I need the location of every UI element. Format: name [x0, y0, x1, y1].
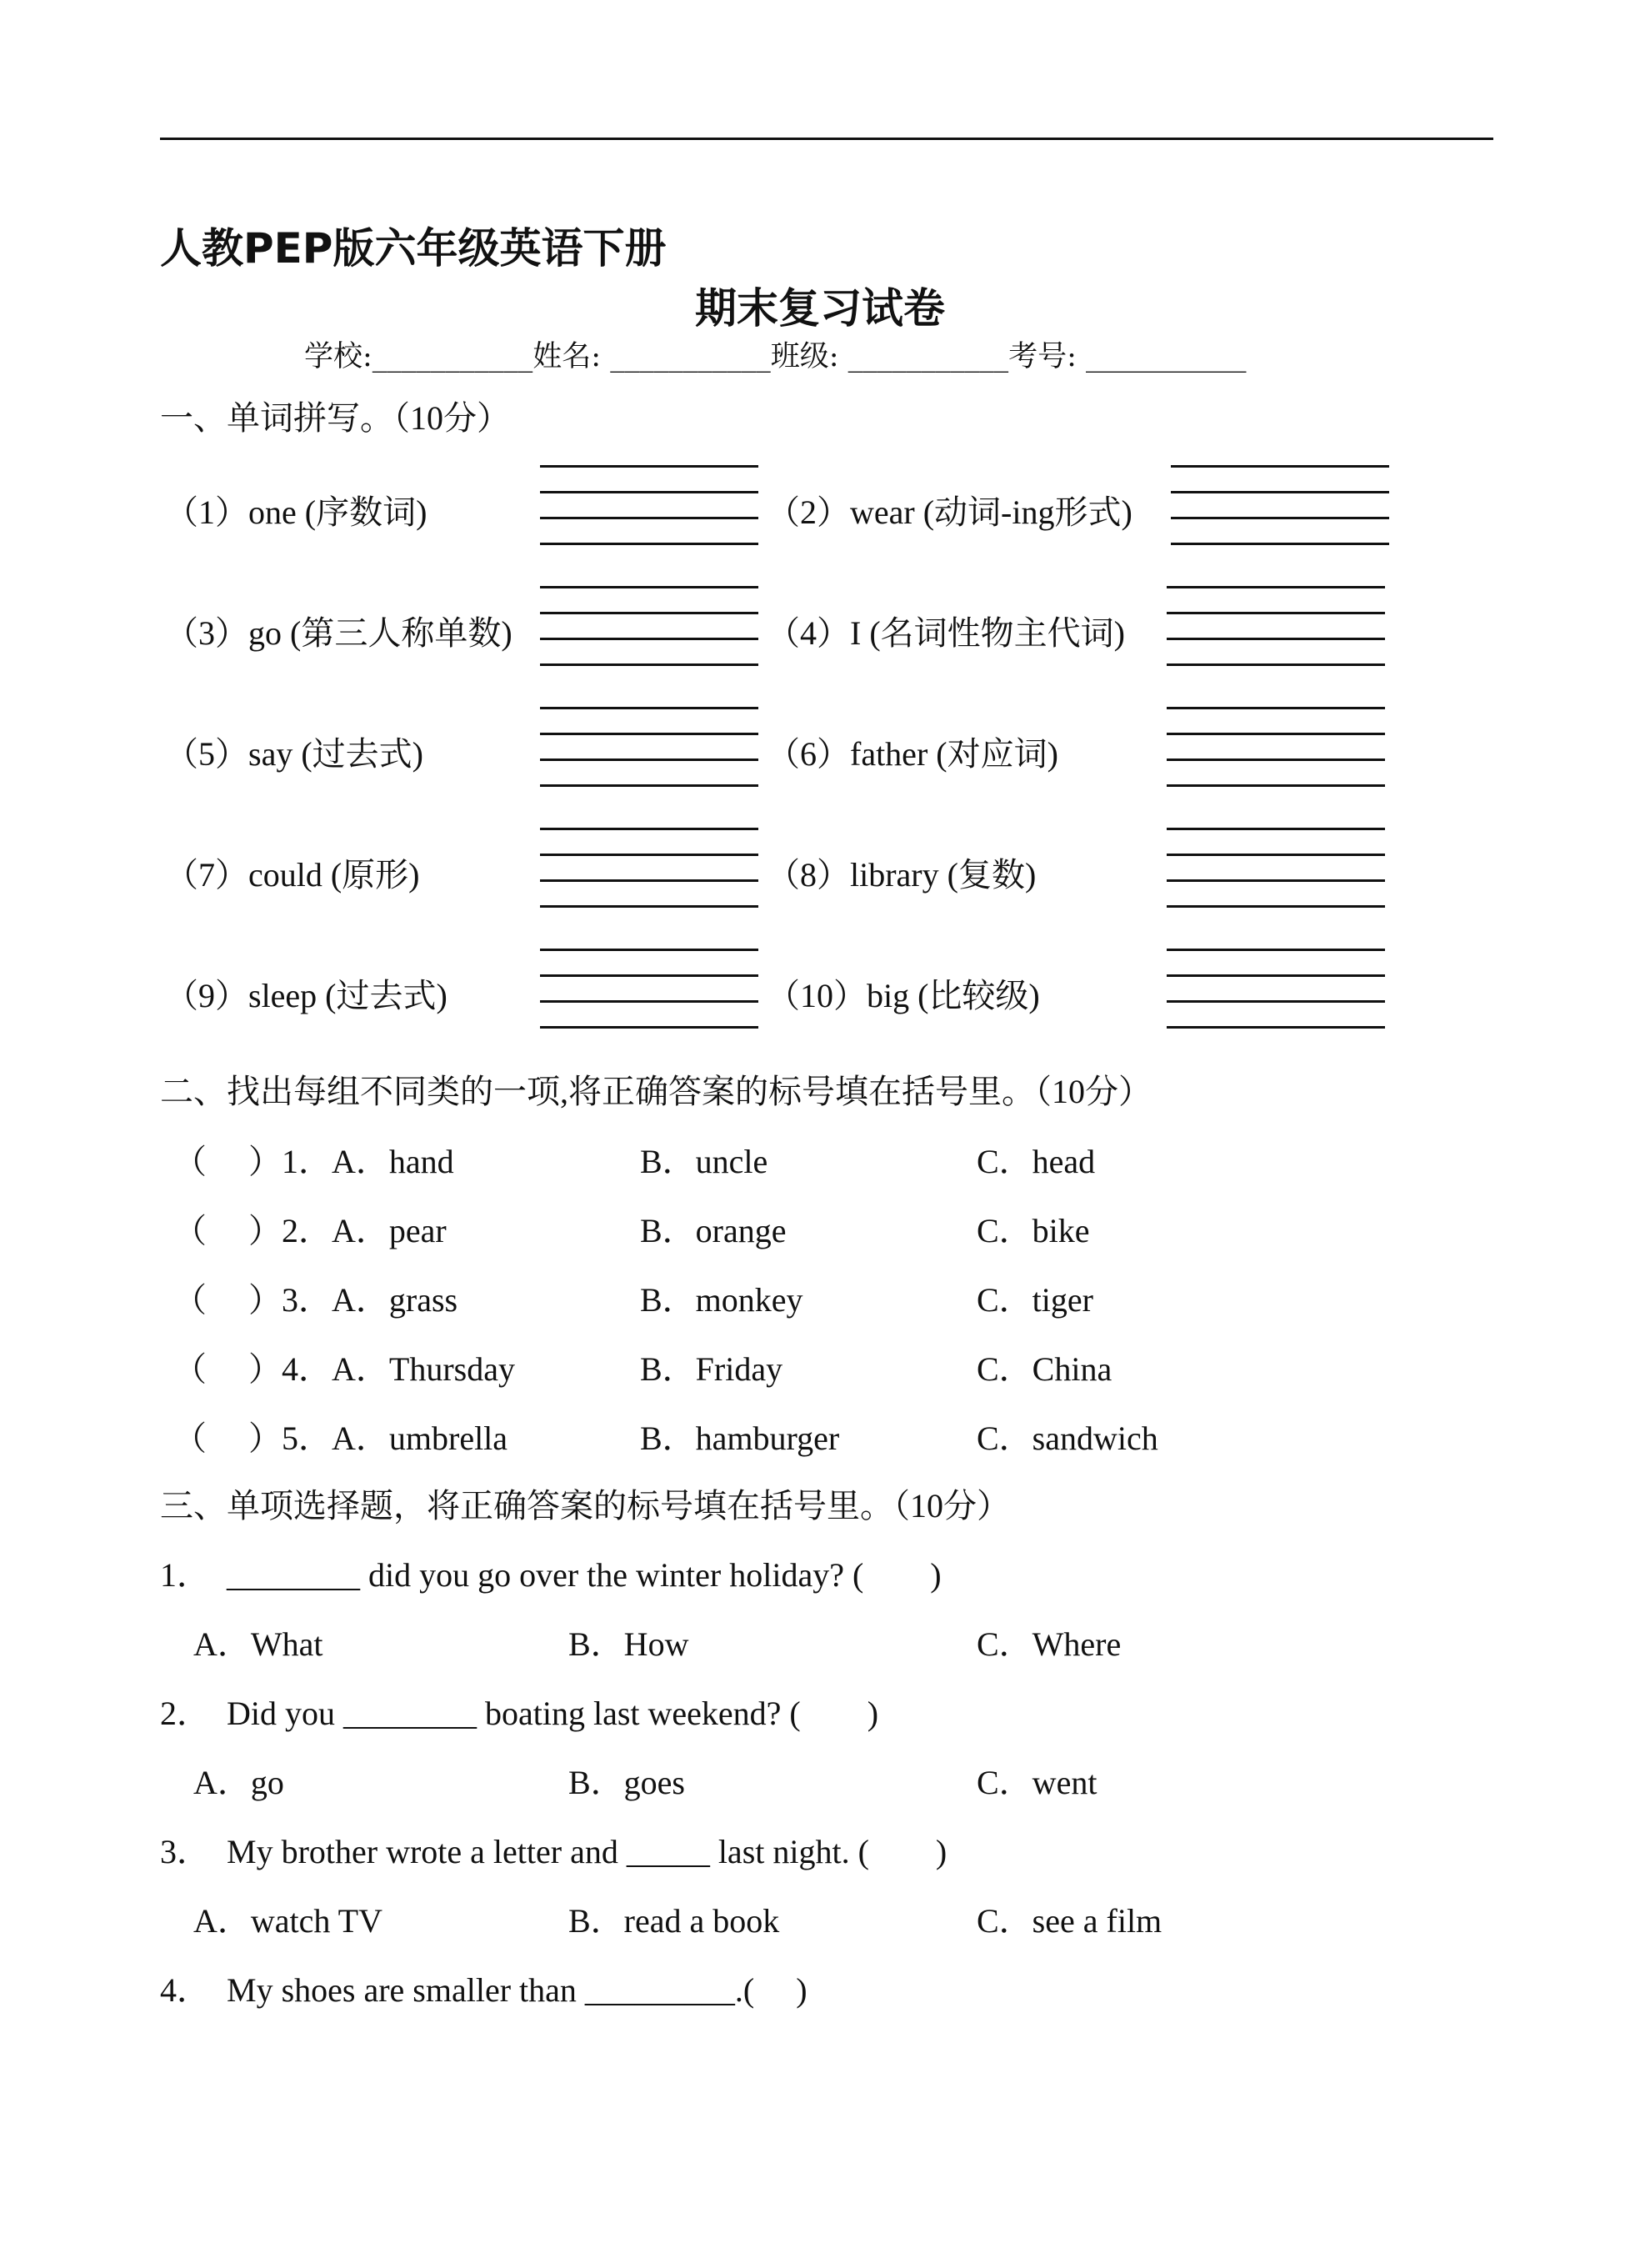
s3-q3-option-a: A．watch TV	[193, 1902, 382, 1940]
vocab-item-4: （4）I (名词性物主代词)	[767, 614, 1125, 652]
s3-q1-option-b: B．How	[568, 1625, 689, 1663]
vocab-item-5: （5）say (过去式)	[165, 735, 423, 773]
section2-heading: 二、找出每组不同类的一项,将正确答案的标号填在括号里。（10分）	[160, 1073, 1152, 1110]
s2-row1-option-b: B．uncle	[640, 1143, 768, 1180]
s2-row5-option-c: C．sandwich	[977, 1419, 1158, 1457]
student-info-line: 学校:___________姓名: ___________班级: ___________考号: ___________	[304, 340, 1247, 373]
s2-row5-option-b: B．hamburger	[640, 1419, 840, 1457]
s2-row3-option-b: B．monkey	[640, 1281, 803, 1319]
s3-q3-option-c: C．see a film	[977, 1902, 1162, 1940]
section1-heading: 一、单词拼写。（10分）	[160, 399, 510, 437]
s3-q3-stem: 3． My brother wrote a letter and _____ last night. ( )	[160, 1833, 948, 1870]
answer-lines-4	[1167, 586, 1385, 668]
section3-heading: 三、单项选择题，将正确答案的标号填在括号里。（10分）	[160, 1487, 1010, 1525]
vocab-item-2: （2）wear (动词-ing形式)	[767, 493, 1132, 531]
vocab-item-6: （6）father (对应词)	[767, 735, 1058, 773]
answer-lines-2	[1171, 465, 1389, 547]
vocab-item-9: （9）sleep (过去式)	[165, 977, 448, 1014]
s2-row1-option-c: C．head	[977, 1143, 1096, 1180]
s2-row5-stem: （ ）5．A．umbrella	[173, 1419, 508, 1457]
s3-q1-option-a: A．What	[193, 1625, 323, 1663]
vocab-item-10: （10）big (比较级)	[767, 977, 1040, 1014]
s2-row2-option-c: C．bike	[977, 1212, 1090, 1249]
answer-lines-8	[1167, 828, 1385, 909]
s3-q1-option-c: C．Where	[977, 1625, 1122, 1663]
title-line-1: 人教PEP版六年级英语下册	[160, 224, 667, 273]
vocab-item-7: （7）could (原形)	[165, 856, 420, 894]
s2-row4-option-b: B．Friday	[640, 1350, 783, 1388]
s2-row4-option-c: C．China	[977, 1350, 1112, 1388]
s3-q1-stem: 1． ________ did you go over the winter holiday? ( )	[160, 1556, 942, 1594]
s2-row3-stem: （ ）3．A．grass	[173, 1281, 458, 1319]
title-line-2: 期末复习试卷	[695, 284, 945, 333]
s2-row4-stem: （ ）4．A．Thursday	[173, 1350, 515, 1388]
s2-row1-stem: （ ）1．A．hand	[173, 1143, 454, 1180]
answer-lines-6	[1167, 707, 1385, 789]
vocab-item-1: （1）one (序数词)	[165, 493, 428, 531]
answer-lines-3	[540, 586, 758, 668]
answer-lines-10	[1167, 949, 1385, 1030]
s3-q2-option-c: C．went	[977, 1764, 1098, 1801]
answer-lines-7	[540, 828, 758, 909]
s3-q2-stem: 2． Did you ________ boating last weekend? ( )	[160, 1695, 879, 1732]
header-rule	[160, 138, 1493, 140]
answer-lines-5	[540, 707, 758, 789]
s2-row2-stem: （ ）2．A．pear	[173, 1212, 447, 1249]
s2-row3-option-c: C．tiger	[977, 1281, 1093, 1319]
vocab-item-8: （8）library (复数)	[767, 856, 1037, 894]
vocab-item-3: （3）go (第三人称单数)	[165, 614, 512, 652]
answer-lines-1	[540, 465, 758, 547]
s3-q4-stem: 4． My shoes are smaller than _________.( )	[160, 1971, 808, 2009]
s3-q3-option-b: B．read a book	[568, 1902, 780, 1940]
s3-q2-option-b: B．goes	[568, 1764, 685, 1801]
s3-q2-option-a: A．go	[193, 1764, 284, 1801]
s2-row2-option-b: B．orange	[640, 1212, 787, 1249]
answer-lines-9	[540, 949, 758, 1030]
